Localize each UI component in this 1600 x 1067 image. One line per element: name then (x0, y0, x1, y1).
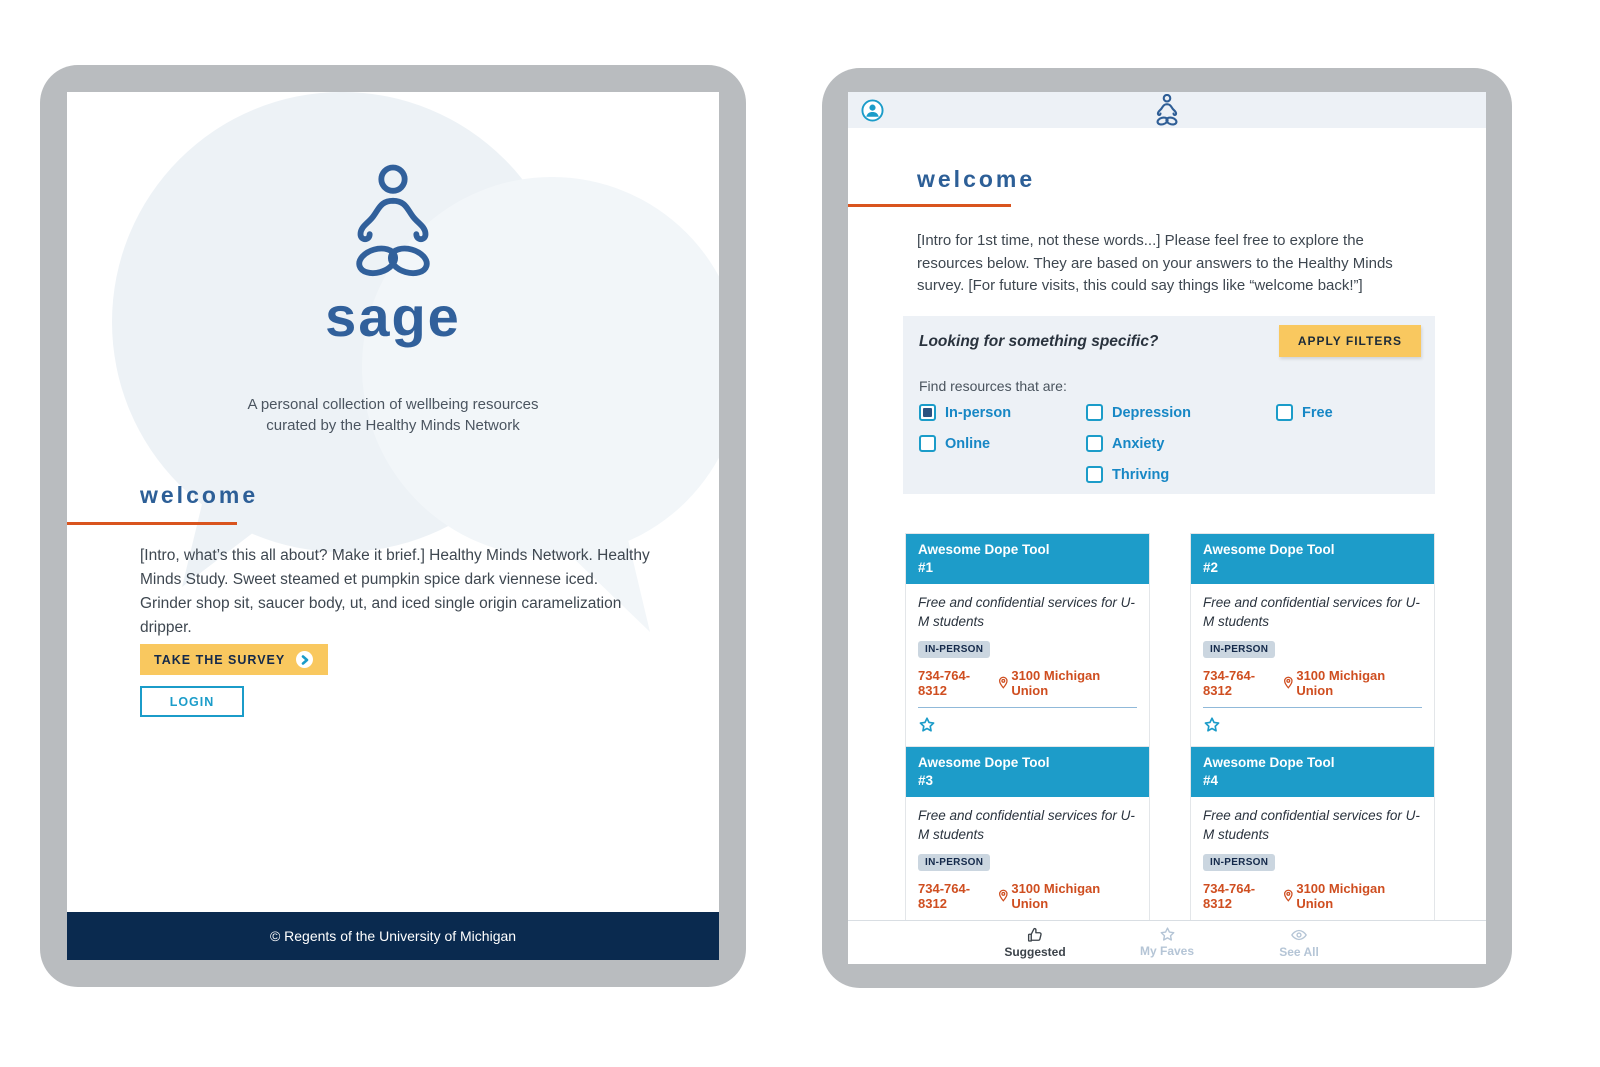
meditation-logo-icon (1153, 94, 1181, 128)
tablet-frame-left (40, 65, 746, 987)
location-label: 3100 Michigan Union (1296, 880, 1386, 911)
favorite-star-icon[interactable] (918, 716, 936, 734)
tagline-line-1: A personal collection of wellbeing resources (247, 396, 539, 413)
card-contact-row (918, 668, 1137, 698)
favorite-star-icon[interactable] (1203, 716, 1221, 734)
meditation-logo-icon (343, 164, 443, 286)
page-title: welcome (140, 482, 259, 508)
filter-prompt: Find resources that are: (919, 378, 1067, 394)
bottom-navigation (848, 920, 1486, 964)
take-survey-button[interactable] (140, 644, 328, 675)
location-link[interactable] (1282, 881, 1422, 911)
nav-item-see-all[interactable] (1261, 926, 1337, 964)
checkbox[interactable] (1086, 466, 1103, 483)
eye-icon (1290, 926, 1308, 944)
card-title: Awesome Dope Tool (1203, 755, 1335, 770)
nav-item-suggested[interactable] (997, 926, 1073, 964)
copyright-footer: © Regents of the University of Michigan (67, 912, 719, 960)
filter-option-label: In-person (945, 404, 1012, 421)
location-pin-icon (997, 676, 1010, 689)
card-body (906, 584, 1149, 751)
take-survey-label: TAKE THE SURVEY (154, 652, 286, 667)
filter-option-label: Anxiety (1112, 435, 1165, 452)
filter-option-label: Depression (1112, 404, 1191, 421)
phone-link[interactable]: 734-764-8312 (1203, 667, 1256, 698)
checkbox[interactable] (1276, 404, 1293, 421)
card-body (1191, 584, 1434, 751)
apply-filters-button[interactable]: APPLY FILTERS (1279, 325, 1421, 357)
filter-option-label: Free (1302, 404, 1333, 421)
filter-option-depression[interactable] (1086, 404, 1191, 421)
filter-option-free[interactable] (1276, 404, 1333, 421)
card-contact-row (1203, 668, 1422, 698)
intro-paragraph: [Intro, what’s this all about? Make it brief.] Healthy Minds Network. Healthy Minds Study. Sweet steamed et pumpkin spice dark viennese iced. Grinder shop sit, saucer body, ut, and iced single origin caramelization dripper. (140, 547, 650, 637)
location-pin-icon (997, 889, 1010, 902)
phone-link[interactable]: 734-764-8312 (1203, 880, 1256, 911)
chevron-right-icon (296, 651, 313, 668)
location-pin-icon (1282, 676, 1295, 689)
resources-screen (848, 92, 1486, 964)
app-wordmark: sage (325, 285, 461, 348)
location-link[interactable] (997, 881, 1137, 911)
card-divider (1203, 707, 1422, 708)
card-header (906, 747, 1149, 797)
page-title: welcome (917, 166, 1036, 192)
card-description: Free and confidential services for U-M students (918, 808, 1135, 842)
card-title: Awesome Dope Tool (1203, 542, 1335, 557)
phone-link[interactable]: 734-764-8312 (918, 880, 971, 911)
checkbox[interactable] (1086, 404, 1103, 421)
card-description: Free and confidential services for U-M students (1203, 808, 1420, 842)
location-link[interactable] (1282, 668, 1422, 698)
intro-paragraph: [Intro for 1st time, not these words...] Please feel free to explore the resources below. They are based on your answers to the Healthy Minds survey. [For future visits, this could say things like “welcome back!”] (917, 232, 1393, 294)
resource-card[interactable] (905, 533, 1150, 752)
star-icon (1159, 926, 1176, 943)
filter-option-online[interactable] (919, 435, 990, 452)
location-label: 3100 Michigan Union (1011, 880, 1101, 911)
card-header (1191, 534, 1434, 584)
title-accent-rule (848, 204, 1011, 207)
checkbox[interactable] (919, 435, 936, 452)
card-header (1191, 747, 1434, 797)
app-tagline (67, 394, 719, 436)
card-number: #4 (1203, 772, 1219, 788)
landing-screen (67, 92, 719, 960)
location-pin-icon (1282, 889, 1295, 902)
card-description: Free and confidential services for U-M students (1203, 595, 1420, 629)
user-avatar-icon[interactable] (861, 99, 884, 122)
in-person-badge: IN-PERSON (1203, 641, 1275, 658)
in-person-badge: IN-PERSON (918, 854, 990, 871)
thumbs-up-icon (1026, 926, 1044, 944)
location-label: 3100 Michigan Union (1296, 667, 1386, 698)
card-number: #2 (1203, 559, 1219, 575)
top-app-bar (848, 92, 1486, 128)
filter-option-in-person[interactable] (919, 404, 1011, 421)
in-person-badge: IN-PERSON (1203, 854, 1275, 871)
card-description: Free and confidential services for U-M students (918, 595, 1135, 629)
nav-label: My Faves (1139, 944, 1195, 958)
nav-label: See All (1279, 945, 1319, 959)
in-person-badge: IN-PERSON (918, 641, 990, 658)
filter-option-label: Online (945, 435, 991, 452)
card-number: #1 (918, 559, 934, 575)
tablet-frame-right (822, 68, 1512, 988)
card-title: Awesome Dope Tool (918, 542, 1050, 557)
card-contact-row (1203, 881, 1422, 911)
card-number: #3 (918, 772, 934, 788)
location-label: 3100 Michigan Union (1011, 667, 1101, 698)
location-link[interactable] (997, 668, 1137, 698)
checkbox[interactable] (1086, 435, 1103, 452)
card-divider (918, 707, 1137, 708)
card-contact-row (918, 881, 1137, 911)
filter-title: Looking for something specific? (919, 333, 1159, 350)
login-button[interactable]: LOGIN (140, 686, 244, 717)
filter-option-thriving[interactable] (1086, 466, 1169, 483)
nav-label: Suggested (1004, 945, 1066, 959)
filter-panel (903, 316, 1435, 494)
nav-item-my-faves[interactable] (1129, 926, 1205, 964)
tagline-line-2: curated by the Healthy Minds Network (266, 417, 520, 434)
checkbox[interactable] (919, 404, 936, 421)
title-accent-rule (67, 522, 237, 525)
phone-link[interactable]: 734-764-8312 (918, 667, 971, 698)
card-title: Awesome Dope Tool (918, 755, 1050, 770)
filter-option-label: Thriving (1112, 466, 1170, 483)
resource-card[interactable] (1190, 533, 1435, 752)
filter-option-anxiety[interactable] (1086, 435, 1164, 452)
card-header (906, 534, 1149, 584)
